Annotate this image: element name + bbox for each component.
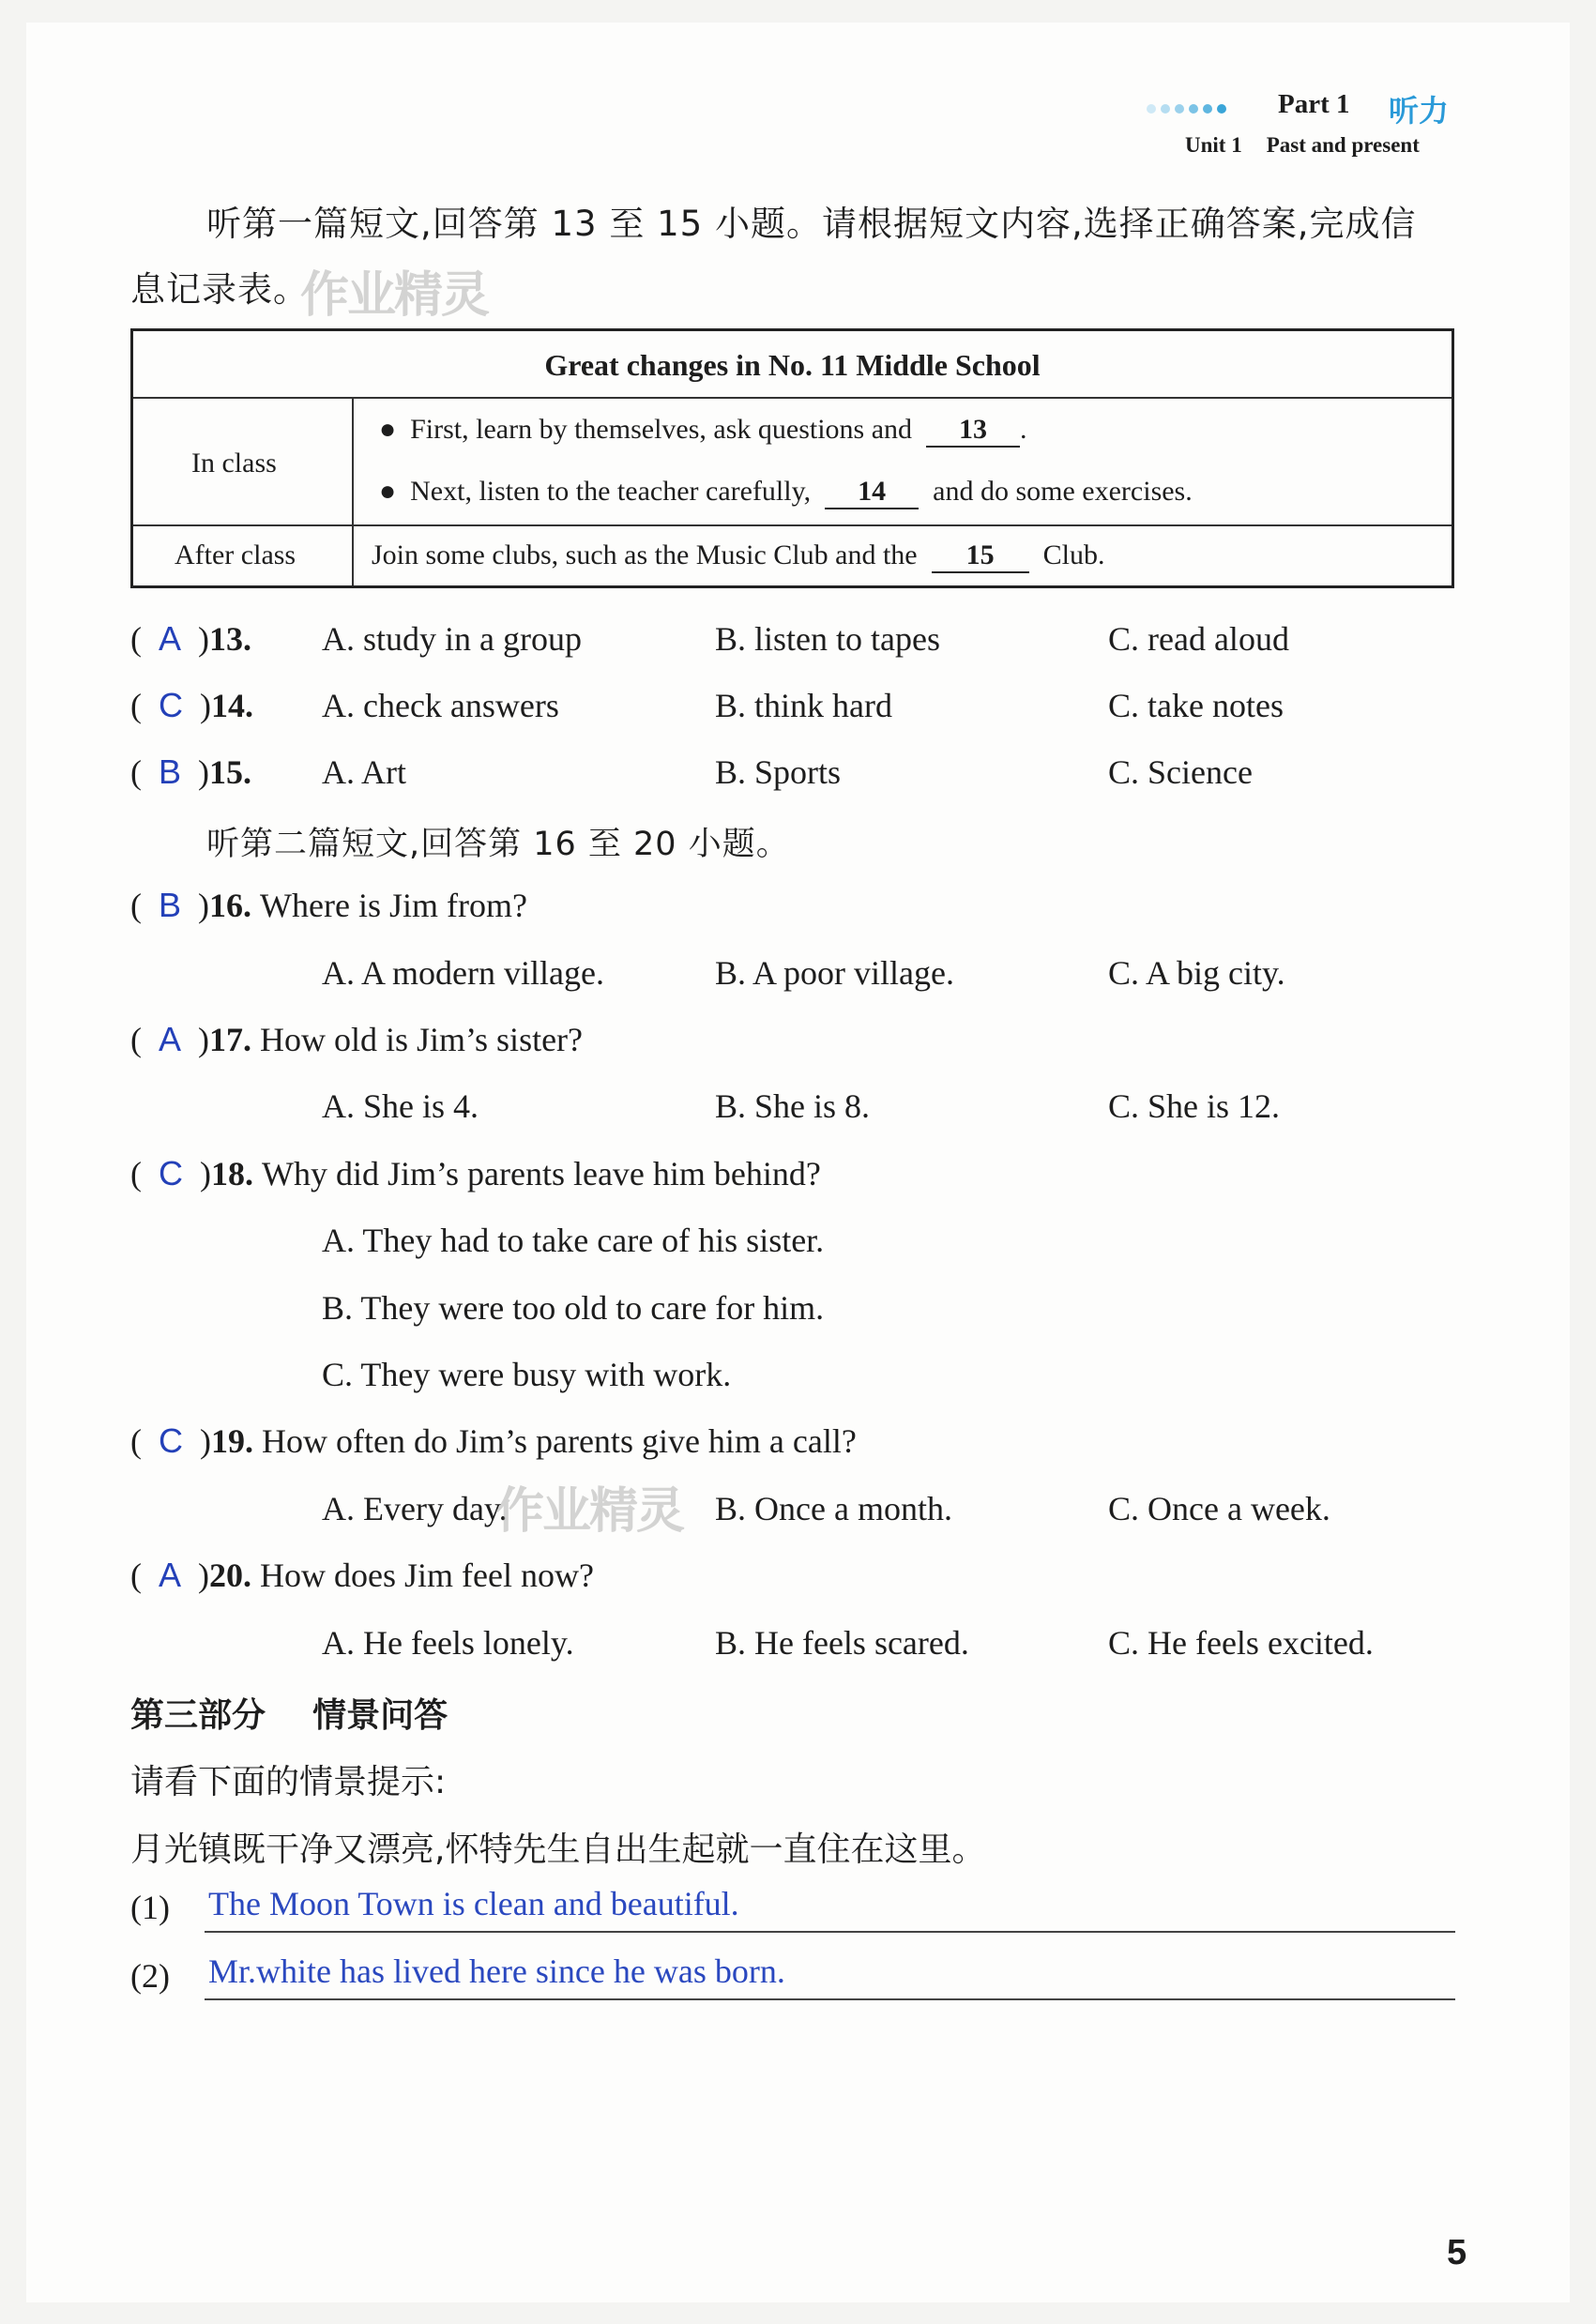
answer-1-underline: [205, 1931, 1455, 1933]
answer-14: C: [159, 686, 183, 724]
row2-post: Club.: [1042, 539, 1105, 570]
table-divider-2: [133, 524, 1452, 526]
table-title: Great changes in No. 11 Middle School: [544, 348, 1041, 382]
answer-2-underline: [205, 1998, 1455, 2000]
page-number: 5: [1447, 2233, 1467, 2272]
row1-bullet2: [379, 476, 1193, 509]
question-16-text: Where is Jim from?: [260, 887, 527, 924]
unit-label: Unit 1: [1185, 133, 1242, 157]
unit-line: [1185, 133, 1420, 158]
section3-heading: 第三部分 情景问答: [130, 1696, 448, 1735]
option-15a: A. Art: [322, 753, 406, 791]
table-column-divider: [352, 397, 354, 585]
option-16b: B. A poor village.: [715, 954, 954, 992]
info-record-table: [130, 328, 1454, 588]
number-16: 16.: [209, 887, 252, 924]
dot-5: [1203, 104, 1212, 114]
answer-1-text: The Moon Town is clean and beautiful.: [208, 1885, 739, 1922]
option-17c: C. She is 12.: [1108, 1087, 1281, 1125]
question-13: ( A )13.: [130, 619, 252, 658]
watermark-top: 作业精灵: [300, 267, 489, 324]
option-20b: B. He feels scared.: [715, 1624, 969, 1662]
answer-15: B: [159, 752, 182, 791]
question-17-text: How old is Jim’s sister?: [260, 1021, 584, 1058]
option-13a: A. study in a group: [322, 620, 582, 658]
number-18: 18.: [211, 1155, 253, 1192]
question-20-text: How does Jim feel now?: [260, 1557, 594, 1594]
question-16: ( B )16. Where is Jim from?: [130, 886, 527, 924]
bullet-icon: ●: [379, 476, 397, 507]
question-19: ( C )19. How often do Jim’s parents give him a call?: [130, 1421, 857, 1460]
part-title-cn: 听力: [1389, 93, 1450, 129]
option-19b: B. Once a month.: [715, 1490, 952, 1527]
number-20: 20.: [209, 1557, 252, 1594]
number-17: 17.: [209, 1021, 252, 1058]
row2-text: [372, 539, 1104, 573]
option-16c: C. A big city.: [1108, 954, 1285, 992]
section1-instruction-line1: 听第一篇短文,回答第 13 至 15 小题。请根据短文内容,选择正确答案,完成信: [206, 204, 1417, 244]
option-15c: C. Science: [1108, 753, 1253, 791]
dot-6: [1217, 104, 1226, 114]
option-18b: B. They were too old to care for him.: [322, 1289, 825, 1327]
table-divider-1: [133, 397, 1452, 399]
answer-17: A: [159, 1020, 182, 1058]
option-13b: B. listen to tapes: [715, 620, 940, 658]
question-18-text: Why did Jim’s parents leave him behind?: [262, 1155, 821, 1192]
row1-bullet1: [379, 414, 1027, 448]
bullet1-end: .: [1020, 414, 1027, 445]
number-14: 14.: [211, 687, 253, 724]
dot-3: [1175, 104, 1184, 114]
option-17b: B. She is 8.: [715, 1087, 871, 1125]
blank-13: 13: [926, 414, 1020, 448]
option-14a: A. check answers: [322, 687, 559, 724]
bullet2-end: and do some exercises.: [933, 476, 1193, 507]
option-20a: A. He feels lonely.: [322, 1624, 574, 1662]
question-19-text: How often do Jim’s parents give him a call?: [262, 1422, 857, 1460]
option-13c: C. read aloud: [1108, 620, 1289, 658]
question-14: ( C )14.: [130, 686, 253, 724]
option-14c: C. take notes: [1108, 687, 1284, 724]
blank-14: 14: [825, 476, 919, 509]
question-20: ( A )20. How does Jim feel now?: [130, 1556, 594, 1594]
option-14b: B. think hard: [715, 687, 892, 724]
option-20c: C. He feels excited.: [1108, 1624, 1374, 1662]
header-dots: [1147, 101, 1231, 118]
section3-prompt-intro: 请看下面的情景提示:: [130, 1763, 447, 1801]
bullet1-text: First, learn by themselves, ask questions and: [410, 414, 913, 445]
option-18a: A. They had to take care of his sister.: [322, 1222, 825, 1259]
answer-20: A: [159, 1556, 182, 1594]
part-label: Part 1: [1278, 89, 1350, 119]
watermark-middle: 作业精灵: [495, 1483, 684, 1540]
answer-18: C: [159, 1154, 183, 1192]
option-19a: A. Every day.: [322, 1490, 508, 1527]
row-label-after-class: After class: [175, 539, 296, 570]
answer-16: B: [159, 886, 182, 924]
row2-pre: Join some clubs, such as the Music Club and the: [372, 539, 918, 570]
dot-2: [1161, 104, 1170, 114]
question-15: ( B )15.: [130, 752, 252, 791]
answer-2-text: Mr.white has lived here since he was born.: [208, 1952, 785, 1990]
option-19c: C. Once a week.: [1108, 1490, 1330, 1527]
section3-scenario: 月光镇既干净又漂亮,怀特先生自出生起就一直住在这里。: [130, 1830, 986, 1869]
answer-1-label: (1): [130, 1889, 170, 1926]
section1-instruction-line2: 息记录表。: [130, 269, 309, 310]
section2-instruction: 听第二篇短文,回答第 16 至 20 小题。: [206, 826, 790, 863]
row-label-in-class: In class: [191, 448, 277, 478]
number-19: 19.: [211, 1422, 253, 1460]
question-18: ( C )18. Why did Jim’s parents leave him behind?: [130, 1154, 821, 1192]
option-18c: C. They were busy with work.: [322, 1356, 732, 1393]
option-17a: A. She is 4.: [322, 1087, 479, 1125]
answer-13: A: [159, 619, 182, 658]
dot-4: [1189, 104, 1198, 114]
number-13: 13.: [209, 620, 252, 658]
question-17: ( A )17. How old is Jim’s sister?: [130, 1020, 584, 1058]
option-15b: B. Sports: [715, 753, 842, 791]
answer-2-label: (2): [130, 1957, 170, 1995]
dot-1: [1147, 104, 1156, 114]
unit-title: Past and present: [1266, 133, 1420, 157]
blank-15: 15: [932, 539, 1029, 573]
bullet2-text: Next, listen to the teacher carefully,: [410, 476, 812, 507]
bullet-icon: ●: [379, 414, 397, 445]
number-15: 15.: [209, 753, 252, 791]
answer-19: C: [159, 1421, 183, 1460]
option-16a: A. A modern village.: [322, 954, 604, 992]
